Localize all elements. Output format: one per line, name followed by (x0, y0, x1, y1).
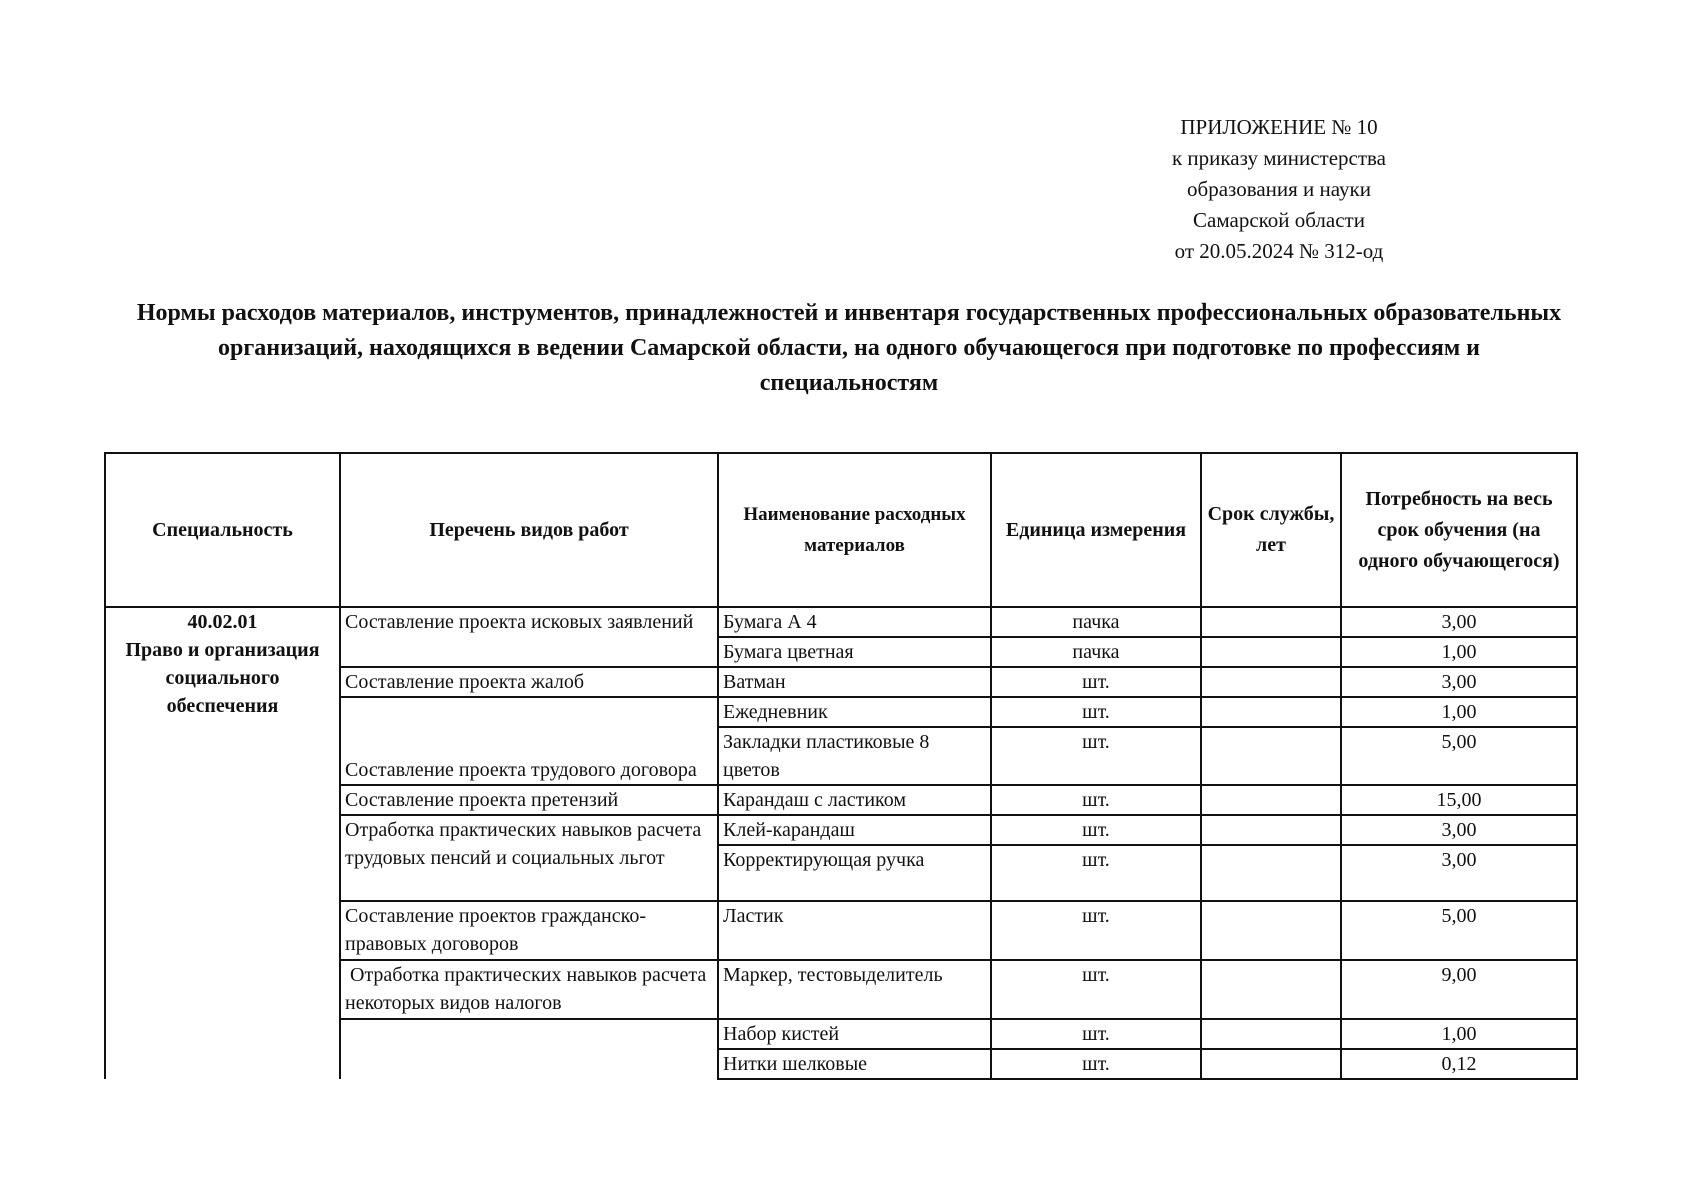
annex-order-line: к приказу министерства (1171, 146, 1387, 170)
material-qty: 3,00 (1341, 815, 1577, 845)
material-life (1201, 960, 1341, 1019)
annex-region-line: Самарской области (1193, 208, 1365, 232)
material-qty: 15,00 (1341, 785, 1577, 815)
material-name: Бумага А 4 (718, 607, 991, 637)
material-life (1201, 845, 1341, 901)
annex-ministry-line: образования и науки (1187, 177, 1371, 201)
norms-table (104, 452, 1578, 1080)
material-unit: шт. (991, 815, 1201, 845)
material-life (1201, 1019, 1341, 1049)
material-unit: шт. (991, 667, 1201, 697)
material-unit: шт. (991, 960, 1201, 1019)
material-life (1201, 667, 1341, 697)
material-qty: 5,00 (1341, 901, 1577, 960)
material-name: Бумага цветная (718, 637, 991, 667)
header-specialty: Специальность (105, 453, 340, 607)
material-name: Клей-карандаш (718, 815, 991, 845)
material-life (1201, 727, 1341, 785)
work-item: Отработка практических навыков расчета трудовых пенсий и социальных льгот (340, 815, 718, 901)
material-name: Корректирующая ручка (718, 845, 991, 901)
table-row (105, 607, 1577, 637)
material-qty: 1,00 (1341, 697, 1577, 727)
material-name: Закладки пластиковые 8 цветов (718, 727, 991, 785)
annex-date-line: от 20.05.2024 № 312-од (1174, 239, 1384, 263)
specialty-code: 40.02.01 (187, 611, 258, 633)
material-qty: 5,00 (1341, 727, 1577, 785)
header-need: Потребность на весь срок обучения (на одного обучающегося) (1341, 453, 1577, 607)
header-service-life: Срок службы, лет (1201, 453, 1341, 607)
material-unit: шт. (991, 697, 1201, 727)
material-life (1201, 785, 1341, 815)
material-name: Набор кистей (718, 1019, 991, 1049)
header-unit: Единица измерения (991, 453, 1201, 607)
material-life (1201, 901, 1341, 960)
work-item: Составление проекта трудового договора (340, 697, 718, 785)
work-item: Составление проекта жалоб (340, 667, 718, 697)
work-item: Составление проекта претензий (340, 785, 718, 815)
material-qty: 3,00 (1341, 607, 1577, 637)
material-qty: 3,00 (1341, 667, 1577, 697)
material-qty: 9,00 (1341, 960, 1577, 1019)
material-qty: 3,00 (1341, 845, 1577, 901)
header-material: Наименование расходных материалов (718, 453, 991, 607)
material-unit: пачка (991, 607, 1201, 637)
annex-number: ПРИЛОЖЕНИЕ № 10 (1180, 115, 1378, 139)
annex-block (1120, 112, 1438, 267)
work-item: Составление проектов гражданско-правовых договоров (340, 901, 718, 960)
material-life (1201, 697, 1341, 727)
work-item-empty (340, 1019, 718, 1079)
material-life (1201, 815, 1341, 845)
material-name: Ватман (718, 667, 991, 697)
material-name: Маркер, тестовыделитель (718, 960, 991, 1019)
material-qty: 1,00 (1341, 637, 1577, 667)
material-name: Ежедневник (718, 697, 991, 727)
material-unit: шт. (991, 901, 1201, 960)
material-unit: шт. (991, 785, 1201, 815)
header-works: Перечень видов работ (340, 453, 718, 607)
material-unit: шт. (991, 1019, 1201, 1049)
material-unit: шт. (991, 727, 1201, 785)
document-title: Нормы расходов материалов, инструментов, принадлежностей и инвентаря государственных профессиональных образовательных организаций, находящихся в ведении Самарской области, на одного обучающегося при подготовке по профессиям и специальностям (136, 300, 1562, 396)
work-item: Составление проекта исковых заявлений (340, 607, 718, 667)
material-unit: шт. (991, 845, 1201, 901)
material-unit: пачка (991, 637, 1201, 667)
specialty-cell (105, 607, 340, 1079)
material-qty: 0,12 (1341, 1049, 1577, 1079)
material-life (1201, 637, 1341, 667)
material-qty: 1,00 (1341, 1019, 1577, 1049)
material-life (1201, 1049, 1341, 1079)
work-item: Отработка практических навыков расчета некоторых видов налогов (340, 960, 718, 1019)
specialty-name: Право и организация социального обеспечения (125, 639, 320, 717)
material-name: Ластик (718, 901, 991, 960)
material-name: Карандаш с ластиком (718, 785, 991, 815)
material-name: Нитки шелковые (718, 1049, 991, 1079)
material-life (1201, 607, 1341, 637)
material-unit: шт. (991, 1049, 1201, 1079)
